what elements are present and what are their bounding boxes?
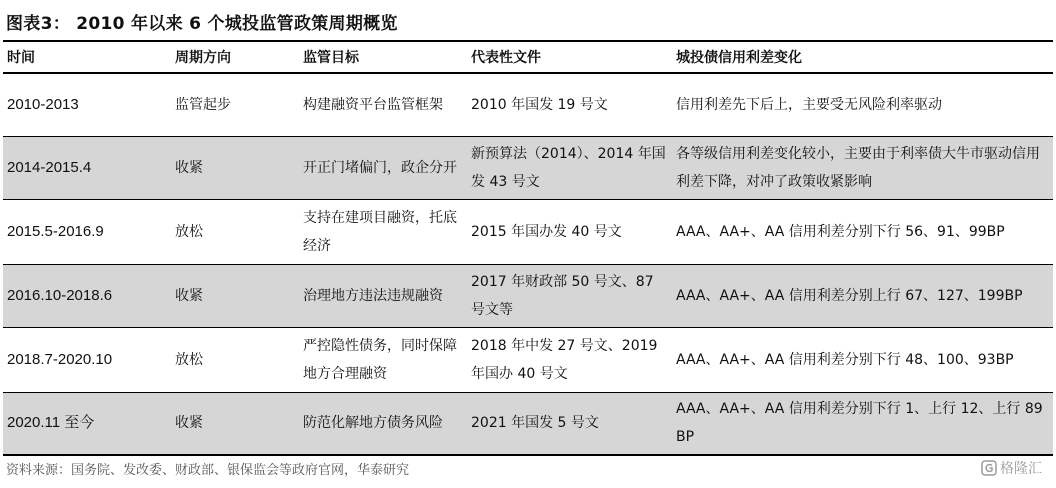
cell-goal: 开正门堵偏门，政企分开 — [303, 159, 457, 176]
column-header-spread: 城投债信用利差变化 — [676, 50, 802, 66]
cell-goal: 严控隐性债务，同时保障地方合理融资 — [303, 337, 457, 382]
watermark-logo — [981, 458, 1042, 478]
table-row — [3, 264, 1053, 327]
cell-time: 2010-2013 — [7, 95, 79, 113]
cell-time: 2016.10-2018.6 — [7, 286, 113, 304]
cell-spread: AAA、AA+、AA 信用利差分别下行 48、100、93BP — [676, 351, 1014, 368]
cell-goal: 防范化解地方债务风险 — [303, 415, 443, 432]
cell-time: 2018.7-2020.10 — [7, 350, 113, 368]
cell-document: 2021 年国发 5 号文 — [471, 415, 599, 432]
source-note: 资料来源：国务院、发改委、财政部、银保监会等政府官网，华泰研究 — [6, 463, 410, 478]
cell-document: 新预算法（2014）、2014 年国发 43 号文 — [471, 145, 666, 190]
cell-document: 2015 年国办发 40 号文 — [471, 223, 622, 240]
table-row — [3, 136, 1053, 199]
cell-direction: 放松 — [175, 223, 203, 240]
cell-direction: 收紧 — [175, 415, 203, 432]
cell-time: 2015.5-2016.9 — [7, 222, 104, 240]
cell-spread: AAA、AA+、AA 信用利差分别下行 1、上行 12、上行 89BP — [676, 401, 1043, 446]
table-row — [3, 392, 1053, 455]
cell-goal: 治理地方违法违规融资 — [303, 287, 443, 304]
table-row — [3, 327, 1053, 392]
column-header-time: 时间 — [7, 50, 35, 66]
cell-direction: 放松 — [175, 351, 203, 368]
cell-spread: AAA、AA+、AA 信用利差分别下行 56、91、99BP — [676, 223, 1005, 240]
cell-spread: 各等级信用利差变化较小，主要由于利率债大牛市驱动信用利差下降，对冲了政策收紧影响 — [676, 145, 1040, 190]
cell-spread: 信用利差先下后上，主要受无风险利率驱动 — [676, 96, 942, 113]
cell-time: 2014-2015.4 — [7, 158, 92, 176]
cell-direction: 收紧 — [175, 287, 203, 304]
table-row — [3, 73, 1053, 136]
header-row — [3, 41, 1053, 73]
watermark-text: 格隆汇 — [1000, 461, 1042, 477]
policy-cycle-table — [3, 40, 1053, 456]
cell-document: 2018 年中发 27 号文、2019 年国办 40 号文 — [471, 337, 658, 382]
cell-goal: 支持在建项目融资，托底经济 — [303, 209, 457, 254]
cell-direction: 收紧 — [175, 159, 203, 176]
column-header-direction: 周期方向 — [175, 50, 231, 66]
column-header-document: 代表性文件 — [471, 50, 541, 66]
cell-document: 2017 年财政部 50 号文、87 号文等 — [471, 273, 654, 318]
gelonghui-logo-icon — [981, 460, 997, 476]
column-header-goal: 监管目标 — [303, 50, 359, 66]
cell-spread: AAA、AA+、AA 信用利差分别上行 67、127、199BP — [676, 287, 1023, 304]
cell-time: 2020.11 至今 — [7, 414, 95, 432]
cell-document: 2010 年国发 19 号文 — [471, 96, 608, 113]
cell-goal: 构建融资平台监管框架 — [303, 96, 443, 113]
table-title: 图表3： 2010 年以来 6 个城投监管政策周期概览 — [6, 14, 398, 34]
cell-direction: 监管起步 — [175, 96, 231, 113]
table-row — [3, 199, 1053, 264]
